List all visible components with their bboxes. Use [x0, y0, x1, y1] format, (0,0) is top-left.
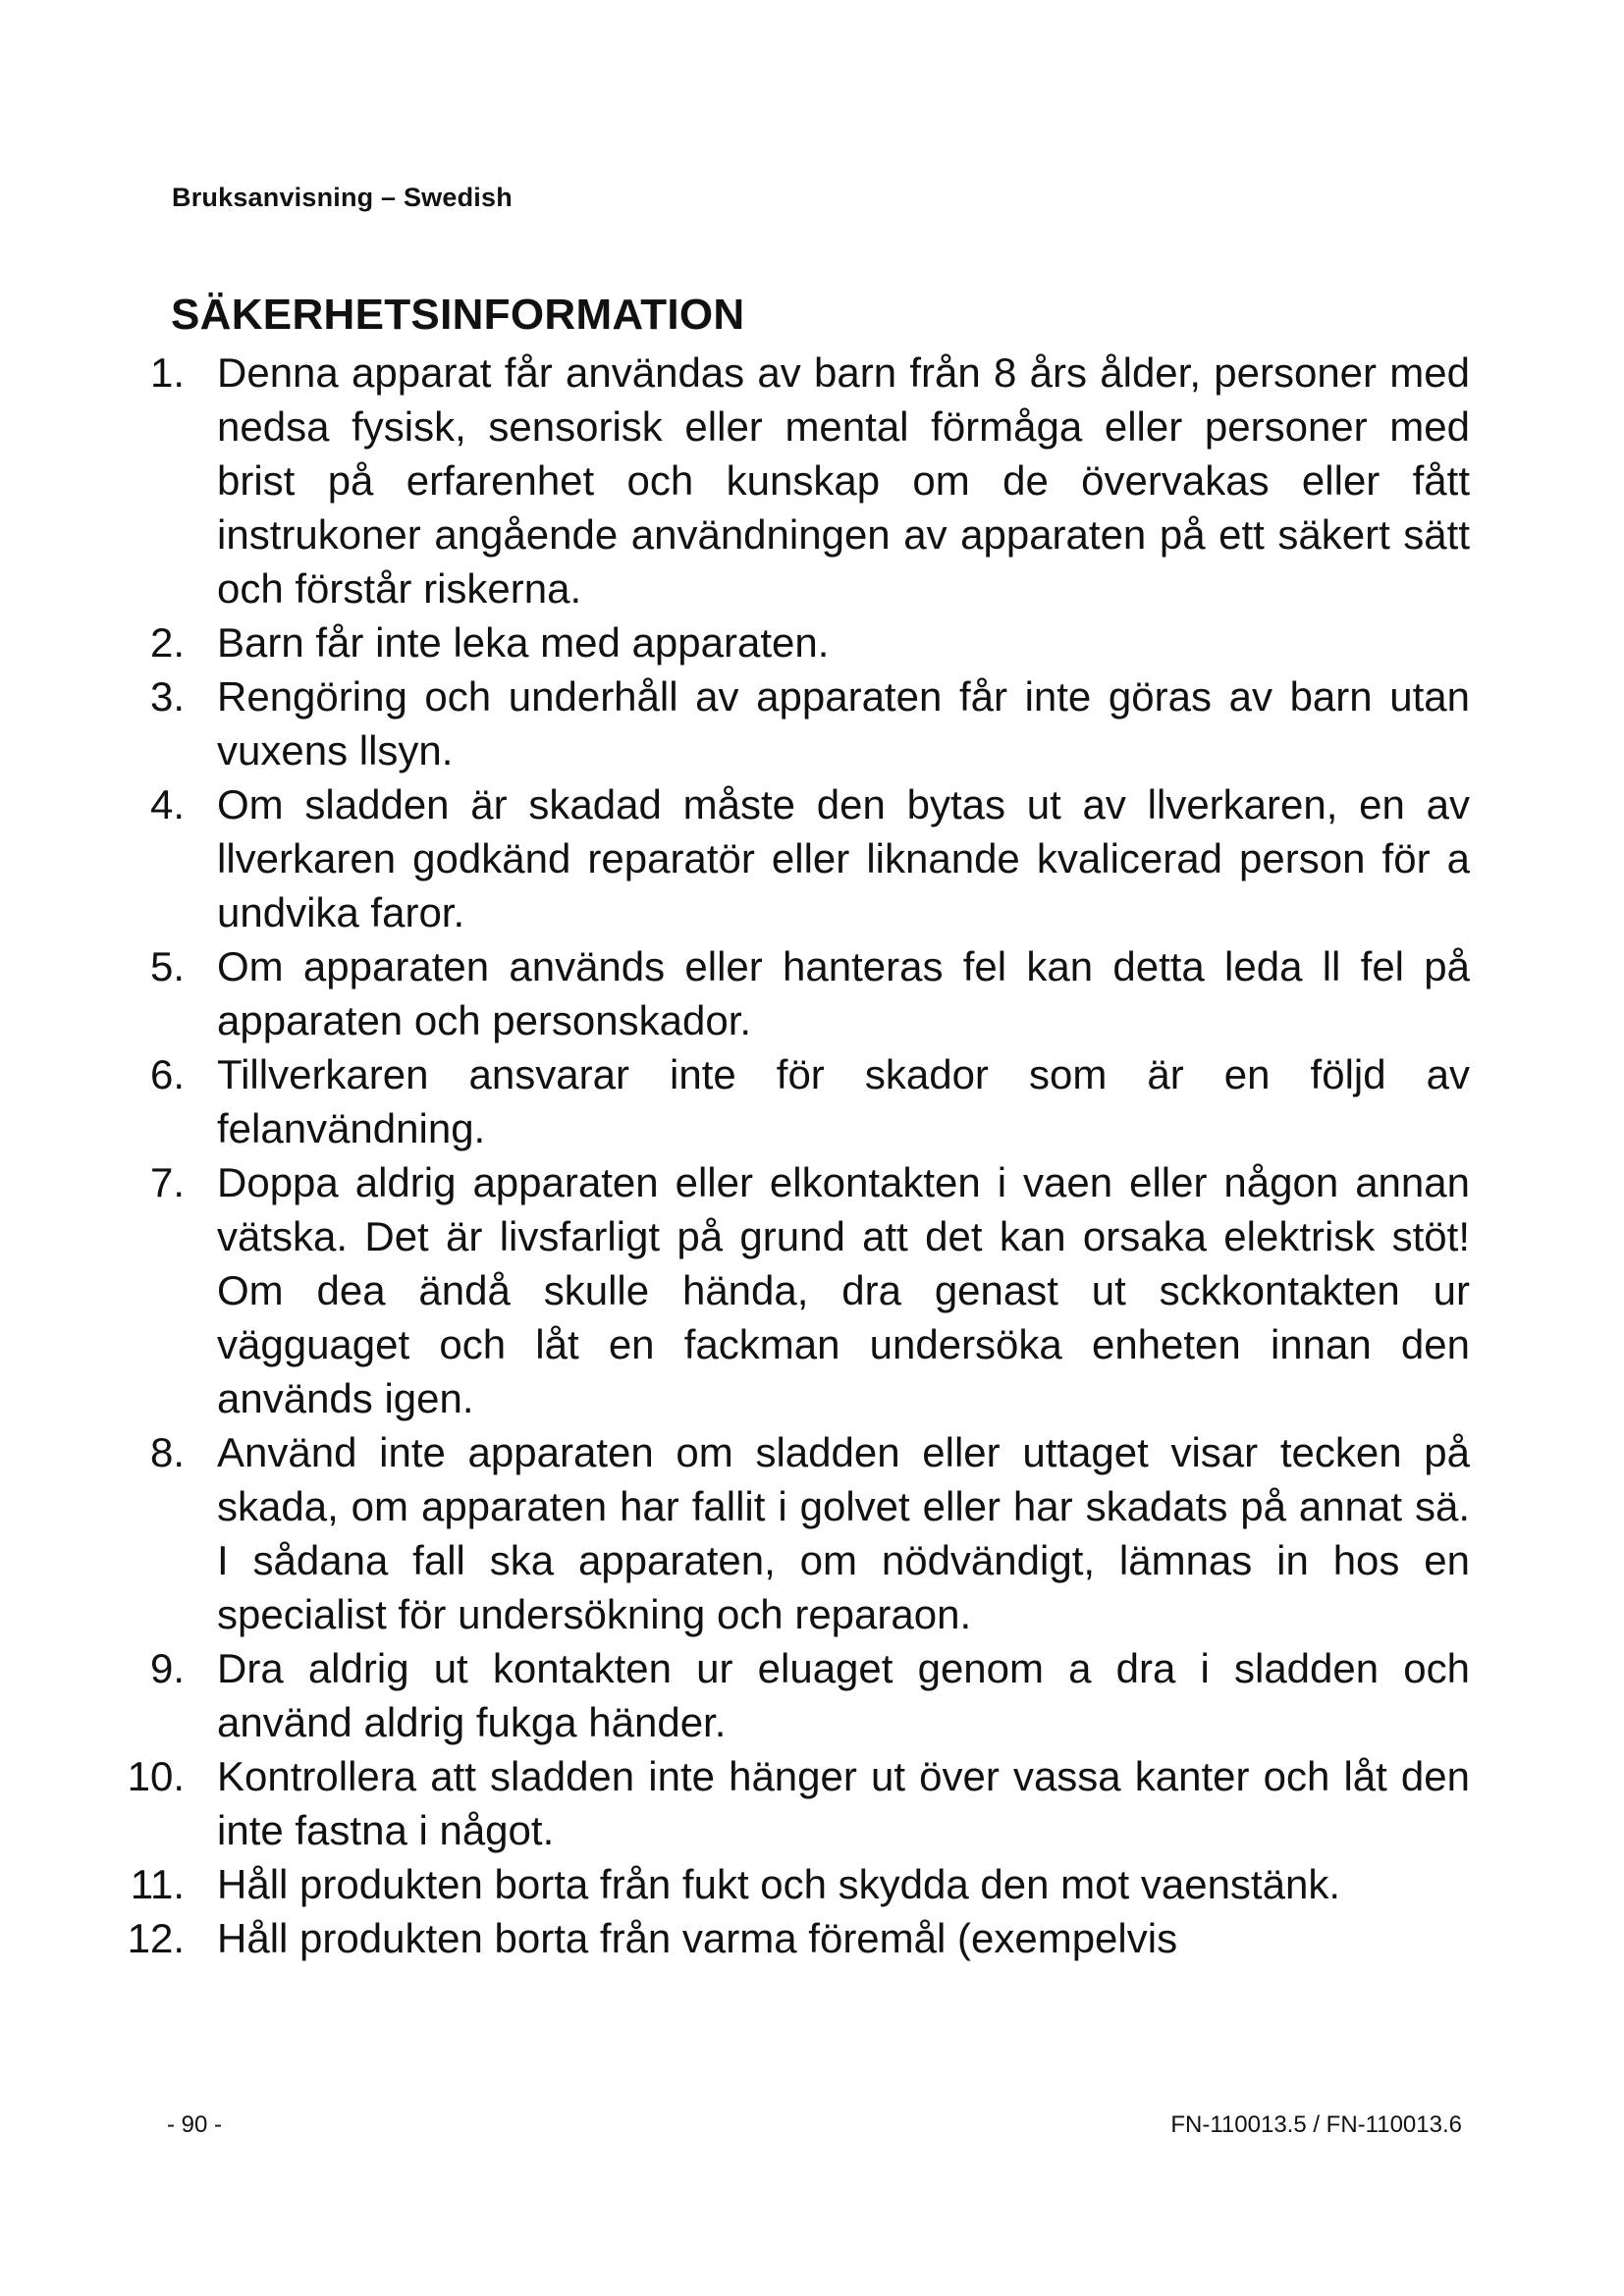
- list-item: [0, 346, 1624, 615]
- item-text: Barn får inte leka med apparaten.: [217, 619, 830, 666]
- list-item: [0, 1911, 1624, 1965]
- list-item: [0, 1749, 1624, 1857]
- item-text: Använd inte apparaten om sladden eller uttaget visar tecken på skada, om apparaten har fallit i golvet eller har skadats på annat sä. I sådana fall ska apparaten, om nödvändigt, lämnas in hos en specialist för undersökning och reparaon.: [217, 1429, 1470, 1637]
- item-number: 1.: [149, 349, 185, 396]
- item-text: Håll produkten borta från fukt och skydda den mot vaenstänk.: [217, 1861, 1340, 1907]
- item-number: 10.: [127, 1753, 185, 1799]
- list-item: [0, 939, 1624, 1047]
- model-number: FN-110013.5 / FN-110013.6: [1170, 2111, 1462, 2138]
- item-number: 3.: [149, 673, 185, 720]
- list-item: [0, 777, 1624, 939]
- item-text: Rengöring och underhåll av apparaten får inte göras av barn utan vuxens llsyn.: [217, 673, 1470, 774]
- item-number: 8.: [149, 1429, 185, 1475]
- item-text: Dra aldrig ut kontakten ur eluaget genom a dra i sladden och använd aldrig fukga händer.: [217, 1645, 1470, 1745]
- page-number: - 90 -: [167, 2111, 223, 2138]
- item-number: 7.: [149, 1159, 185, 1205]
- item-text: Doppa aldrig apparaten eller elkontakten i vaen eller någon annan vätska. Det är livsfarligt på grund att det kan orsaka elektrisk stöt! Om dea ändå skulle hända, dra genast ut sckkontakten ur vägguaget och låt en fackman undersöka enheten innan den används igen.: [217, 1159, 1470, 1421]
- item-text: Denna apparat får användas av barn från 8 års ålder, personer med nedsa fysisk, sensorisk eller mental förmåga eller personer med brist på erfarenhet och kunskap om de övervakas eller fått instrukoner angående användningen av apparaten på ett säkert sätt och förstår riskerna.: [217, 349, 1470, 612]
- item-number: 6.: [149, 1051, 185, 1097]
- item-number: 11.: [130, 1861, 185, 1907]
- item-number: 9.: [149, 1645, 185, 1691]
- item-text: Tillverkaren ansvarar inte för skador som är en följd av felanvändning.: [217, 1051, 1470, 1151]
- list-item: [0, 669, 1624, 777]
- section-title: SÄKERHETSINFORMATION: [171, 291, 745, 339]
- item-number: 4.: [149, 781, 185, 828]
- list-item: [0, 1857, 1624, 1911]
- item-number: 2.: [149, 619, 185, 666]
- list-item: [0, 1641, 1624, 1749]
- item-number: 5.: [149, 943, 185, 989]
- list-item: [0, 1425, 1624, 1641]
- item-text: Kontrollera att sladden inte hänger ut över vassa kanter och låt den inte fastna i något.: [217, 1753, 1470, 1853]
- item-text: Om apparaten används eller hanteras fel kan detta leda ll fel på apparaten och personskador.: [217, 943, 1470, 1043]
- list-item: [0, 1047, 1624, 1155]
- item-text: Håll produkten borta från varma föremål (exempelvis: [217, 1915, 1178, 1961]
- list-item: [0, 1155, 1624, 1425]
- list-item: [0, 615, 1624, 669]
- document-header: Bruksanvisning – Swedish: [172, 183, 513, 212]
- item-number: 12.: [127, 1915, 185, 1961]
- item-text: Om sladden är skadad måste den bytas ut av llverkaren, en av llverkaren godkänd reparatör eller liknande kvalicerad person för a undvika faror.: [217, 781, 1470, 935]
- safety-instructions-list: [0, 346, 1624, 1965]
